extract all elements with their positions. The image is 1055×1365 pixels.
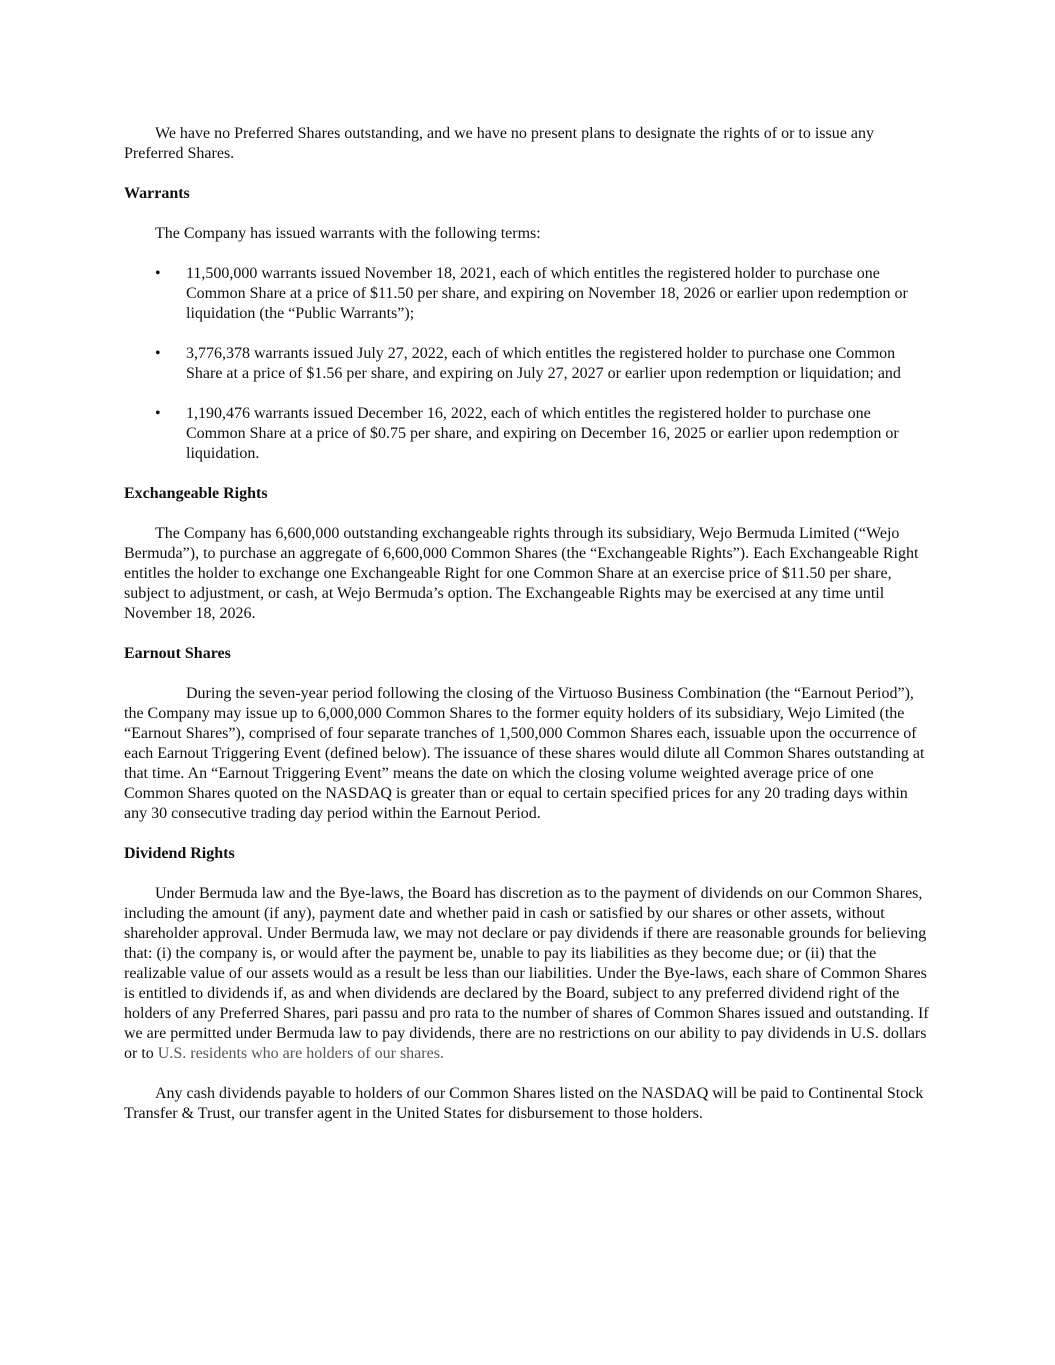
dividend-rights-body-tail: U.S. residents who are holders of our shares. — [153, 1045, 444, 1062]
spacer — [124, 1064, 932, 1084]
warrant-item-text: 1,190,476 warrants issued December 16, 2022, each of which entitles the registered holder to purchase one Common Share at a price of $0.75 per share, and expiring on December 16, 2025 or earlier upon redemption or liquidation. — [186, 405, 899, 462]
dividend-rights-body — [124, 884, 932, 1064]
spacer — [124, 244, 932, 264]
dividend-rights-body-main: Under Bermuda law and the Bye-laws, the Board has discretion as to the payment of dividends on our Common Shares, including the amount (if any), payment date and whether paid in cash or satisfied by our shares or other assets, without shareholder approval. Under Bermuda law, we may not declare or pay dividends if there are reasonable grounds for believing that: (i) the company is, or would after the payment be, unable to pay its liabilities as they become due; or (ii) that the realizable value of our assets would as a result be less than our liabilities. Under the Bye-laws, each share of Common Shares is entitled to dividends if, as and when dividends are declared by the Board, subject to any preferred dividend right of the holders of any Preferred Shares, pari passu and pro rata to the number of shares of Common Shares issued and outstanding. If we are permitted under Bermuda law to pay dividends, there are no restrictions on our ability to pay dividends in U.S. dollars or to — [124, 885, 929, 1062]
dividend-rights-second-paragraph: Any cash dividends payable to holders of our Common Shares listed on the NASDAQ will be paid to Continental Stock Transfer & Trust, our transfer agent in the United States for disbursement to those holders. — [124, 1085, 924, 1122]
warrant-item — [124, 404, 932, 464]
warrant-item-text: 3,776,378 warrants issued July 27, 2022, each of which entitles the registered holder to purchase one Common Share at a price of $1.56 per share, and expiring on July 27, 2027 or earlier upon redemption or liquidation; and — [186, 345, 901, 382]
earnout-shares-body: During the seven-year period following the closing of the Virtuoso Business Combination (the “Earnout Period”), the Company may issue up to 6,000,000 Common Shares to the former equity holders of its subsidiary, Wejo Limited (the “Earnout Shares”), comprised of four separate tranches of 1,500,000 Common Shares each, issuable upon the occurrence of each Earnout Triggering Event (defined below). The issuance of these shares would dilute all Common Shares outstanding at that time. An “Earnout Triggering Event” means the date on which the closing volume weighted average price of one Common Shares quoted on the NASDAQ is greater than or equal to certain specified prices for any 20 trading days within any 30 consecutive trading day period within the Earnout Period. — [124, 685, 925, 822]
bullet-icon: • — [155, 405, 161, 422]
bullet-icon: • — [155, 345, 161, 362]
dividend-rights-heading: Dividend Rights — [124, 845, 235, 862]
bullet-icon: • — [155, 265, 161, 282]
spacer — [124, 204, 932, 224]
spacer — [124, 864, 932, 884]
intro-paragraph: We have no Preferred Shares outstanding, and we have no present plans to designate the rights of or to issue any Preferred Shares. — [124, 125, 874, 162]
spacer — [124, 504, 932, 524]
exchangeable-rights-body: The Company has 6,600,000 outstanding exchangeable rights through its subsidiary, Wejo Bermuda Limited (“Wejo Bermuda”), to purchase an aggregate of 6,600,000 Common Shares (the “Exchangeable Rights”). Each Exchangeable Right entitles the holder to exchange one Exchangeable Right for one Common Share at an exercise price of $11.50 per share, subject to adjustment, or cash, at Wejo Bermuda’s option. The Exchangeable Rights may be exercised at any time until November 18, 2026. — [124, 525, 919, 622]
warrant-item — [124, 344, 932, 384]
earnout-shares-heading: Earnout Shares — [124, 645, 231, 662]
document-page — [124, 124, 932, 1124]
spacer — [124, 824, 932, 844]
spacer — [124, 664, 932, 684]
spacer — [124, 164, 932, 184]
spacer — [124, 624, 932, 644]
warrant-item — [124, 264, 932, 324]
warrants-intro: The Company has issued warrants with the following terms: — [155, 225, 541, 242]
warrants-list — [124, 264, 932, 464]
spacer — [124, 324, 932, 344]
warrant-item-text: 11,500,000 warrants issued November 18, 2021, each of which entitles the registered holder to purchase one Common Share at a price of $11.50 per share, and expiring on November 18, 2026 or earlier upon redemption or liquidation (the “Public Warrants”); — [186, 265, 908, 322]
warrants-heading: Warrants — [124, 185, 190, 202]
spacer — [124, 464, 932, 484]
exchangeable-rights-heading: Exchangeable Rights — [124, 485, 268, 502]
spacer — [124, 384, 932, 404]
